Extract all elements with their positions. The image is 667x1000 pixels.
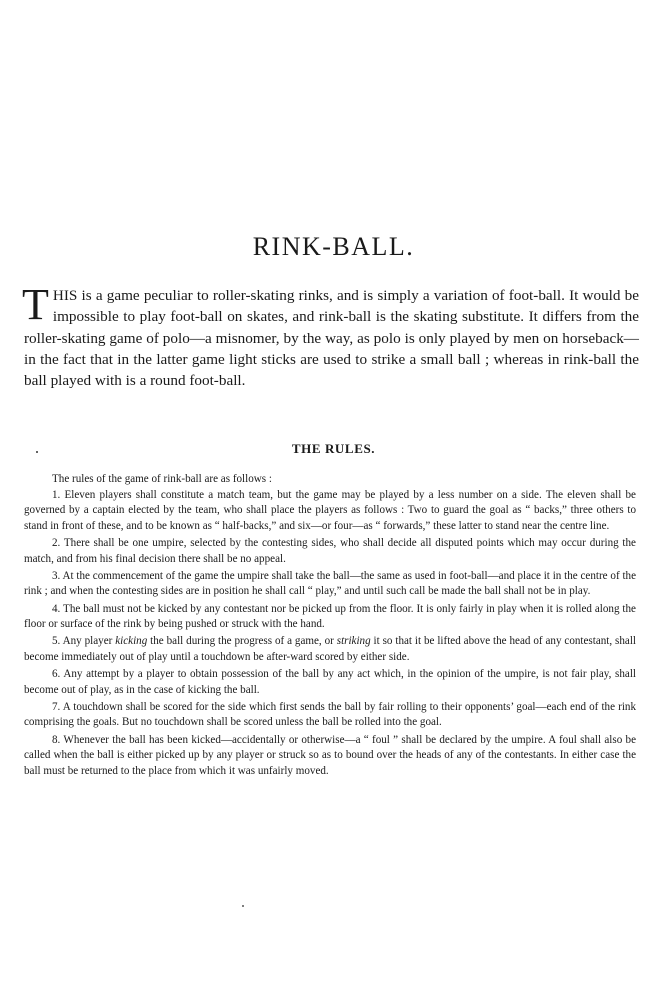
rule-5-suffix: it so that it be lifted above the head of any contestant, shall become immediately out of play until a touchdown be after-ward scored by either side.: [24, 635, 636, 663]
drop-cap: T: [22, 280, 49, 329]
rule-5-emphasis-striking: striking: [336, 635, 371, 648]
rules-heading: THE RULES.: [291, 441, 376, 456]
rule-4: 4. The ball must not be kicked by any contestant nor be picked up from the floor. It is only fairly in play when it is rolled along the floor or surface of the rink by being pushed or struck with the hand.: [24, 602, 636, 631]
rule-3: 3. At the commencement of the game the umpire shall take the ball—the same as used in foot-ball—and place it in the centre of the rink ; and when the contesting sides are in position he shall call “ play,” and until such call be made the ball shall not be in play.: [24, 569, 636, 598]
rule-1: 1. Eleven players shall constitute a match team, but the game may be played by a less number on a side. The eleven shall be governed by a captain elected by the team, who shall place the players as follows : Two to guard the goal as “ backs,” three others to stand in front of these, and to be known as “ half-backs,” and six—or four—as “ forwards,” these latter to stand near the centre line.: [24, 488, 636, 532]
intro-text: HIS is a game peculiar to roller-skating rinks, and is simply a variation of foot-ball. It would be impossible to play foot-ball on skates, and rink-ball is the skating substitute. It differs from the roller-skating game of polo—a misnomer, by the way, as polo is only played by men on horseback—in the fact that in the latter game light sticks are used to strike a small ball ; whereas in rink-ball the ball played with is a round foot-ball.: [24, 287, 639, 390]
rules-section: [24, 472, 636, 781]
speck-mark: [242, 905, 244, 907]
rule-6: 6. Any attempt by a player to obtain possession of the ball by any act which, in the opinion of the umpire, is not fair play, shall become out of play, as in the case of kicking the ball.: [24, 668, 636, 696]
rule-5-emphasis-kicking: kicking: [115, 635, 148, 648]
intro-paragraph: [22, 280, 639, 391]
rule-5-prefix: 5. Any player: [52, 635, 116, 648]
rule-5-middle: the ball during the progress of a game, or: [147, 635, 337, 648]
rules-lead: The rules of the game of rink-ball are as follows :: [52, 473, 272, 485]
rule-2: 2. There shall be one umpire, selected by the contesting sides, who shall decide all disputed points which may occur during the match, and from his final decision there shall be no appeal.: [24, 536, 636, 565]
page-title: RINK-BALL.: [252, 232, 415, 261]
rule-7: 7. A touchdown shall be scored for the side which first sends the ball by fair rolling to their opponents’ goal—each end of the rink comprising the goals. But no touchdown shall be scored unless the ball be rolled into the goal.: [24, 700, 636, 729]
rule-8: 8. Whenever the ball has been kicked—accidentally or otherwise—a “ foul ” shall be declared by the umpire. A foul shall also be called when the ball is either picked up by any player or struck so as to bound over the heads of any of the contestants. In either case the ball must be returned to the place from which it was unfairly moved.: [24, 733, 636, 777]
rule-5: [24, 634, 636, 665]
